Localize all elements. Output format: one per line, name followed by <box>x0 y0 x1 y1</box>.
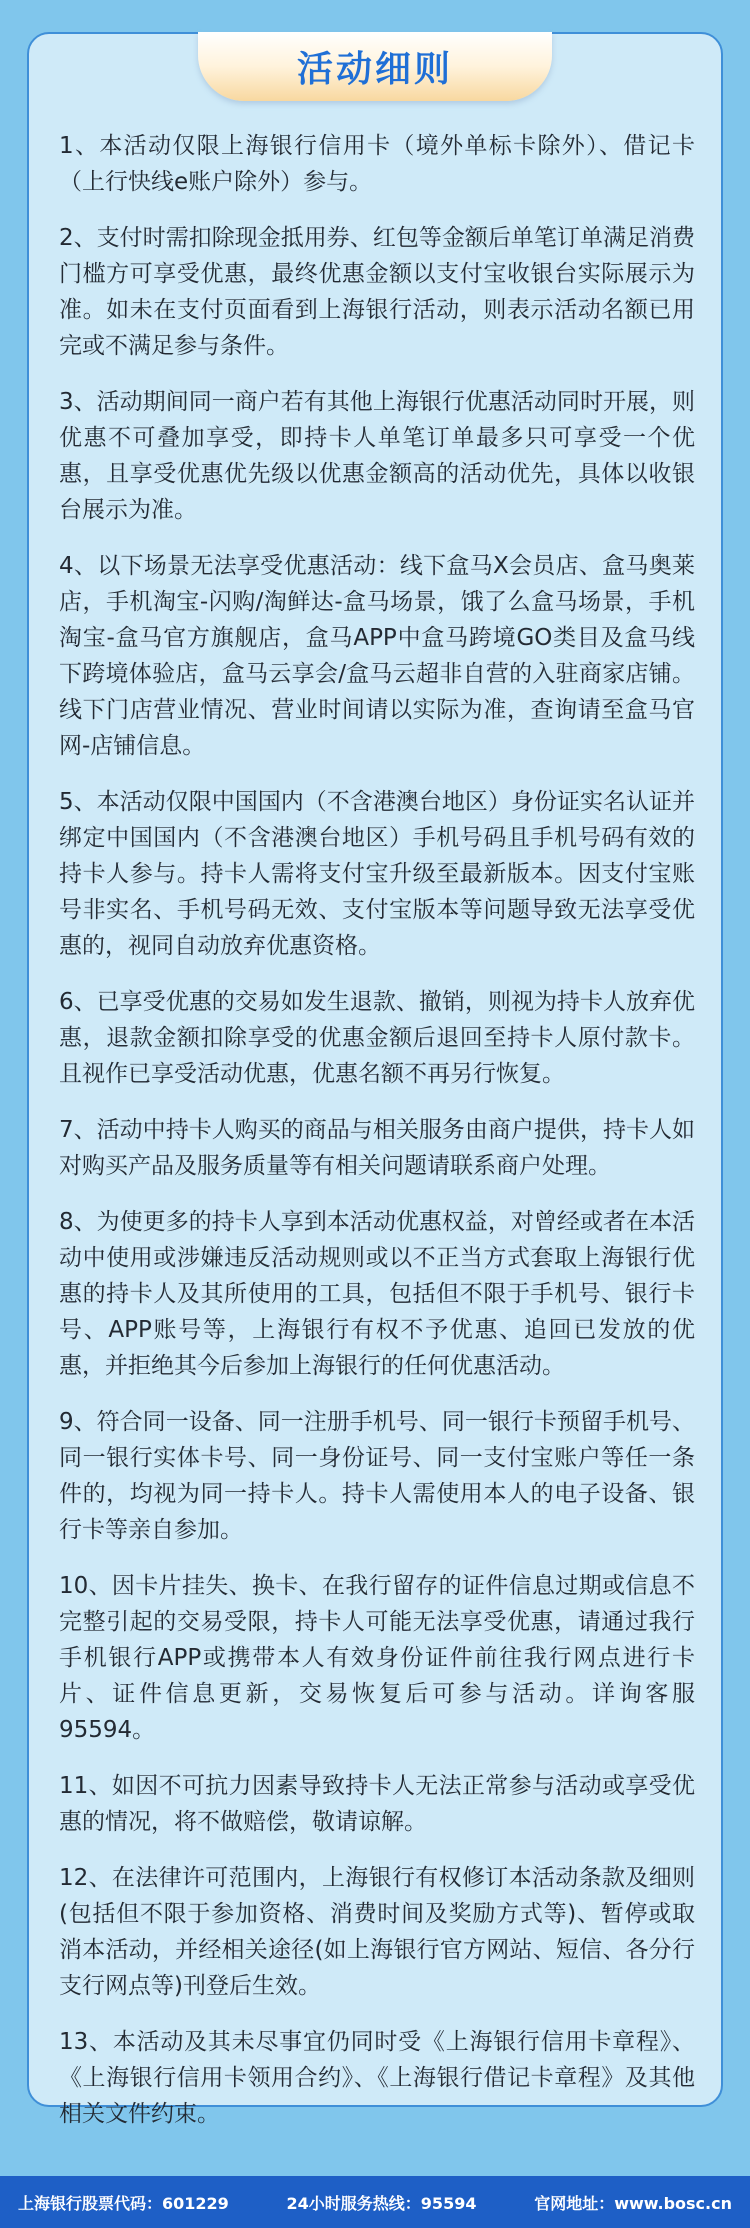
rule-item: 12、在法律许可范围内，上海银行有权修订本活动条款及细则(包括但不限于参加资格、消费时间及奖励方式等)、暂停或取消本活动，并经相关途径(如上海银行官方网站、短信、各分行支行网点等)刊登后生效。 <box>59 1865 695 1999</box>
rule-item: 2、支付时需扣除现金抵用券、红包等金额后单笔订单满足消费门槛方可享受优惠，最终优惠金额以支付宝收银台实际展示为准。如未在支付页面看到上海银行活动，则表示活动名额已用完或不满足参与条件。 <box>59 225 695 359</box>
rule-item: 11、如因不可抗力因素导致持卡人无法正常参与活动或享受优惠的情况，将不做赔偿，敬请谅解。 <box>59 1773 695 1835</box>
rule-item: 9、符合同一设备、同一注册手机号、同一银行卡预留手机号、同一银行实体卡号、同一身份证号、同一支付宝账户等任一条件的，均视为同一持卡人。持卡人需使用本人的电子设备、银行卡等亲自参加。 <box>59 1409 695 1543</box>
rules-list <box>59 128 695 2152</box>
website-link[interactable]: 官网地址：www.bosc.cn <box>534 2193 732 2213</box>
stock-code-text: 上海银行股票代码：601229 <box>18 2193 229 2213</box>
rule-item: 4、以下场景无法享受优惠活动：线下盒马X会员店、盒马奥莱店，手机淘宝-闪购/淘鲜达-盒马场景，饿了么盒马场景，手机淘宝-盒马官方旗舰店，盒马APP中盒马跨境GO类目及盒马线下跨境体验店，盒马云享会/盒马云超非自营的入驻商家店铺。线下门店营业情况、营业时间请以实际为准，查询请至盒马官网-店铺信息。 <box>59 553 695 759</box>
title-tab <box>198 32 552 101</box>
rule-item: 6、已享受优惠的交易如发生退款、撤销，则视为持卡人放弃优惠，退款金额扣除享受的优惠金额后退回至持卡人原付款卡。且视作已享受活动优惠，优惠名额不再另行恢复。 <box>59 989 695 1087</box>
rule-item: 10、因卡片挂失、换卡、在我行留存的证件信息过期或信息不完整引起的交易受限，持卡人可能无法享受优惠，请通过我行手机银行APP或携带本人有效身份证件前往我行网点进行卡片、证件信息更新，交易恢复后可参与活动。详询客服95594。 <box>59 1573 695 1743</box>
page-title: 活动细则 <box>296 49 453 90</box>
rule-item: 7、活动中持卡人购买的商品与相关服务由商户提供，持卡人如对购买产品及服务质量等有相关问题请联系商户处理。 <box>59 1117 695 1179</box>
footer-bar <box>0 2176 750 2228</box>
rule-item: 3、活动期间同一商户若有其他上海银行优惠活动同时开展，则优惠不可叠加享受，即持卡人单笔订单最多只可享受一个优惠，且享受优惠优先级以优惠金额高的活动优先，具体以收银台展示为准。 <box>59 389 695 523</box>
hotline-text: 24小时服务热线：95594 <box>286 2193 477 2213</box>
rule-item: 8、为使更多的持卡人享到本活动优惠权益，对曾经或者在本活动中使用或涉嫌违反活动规则或以不正当方式套取上海银行优惠的持卡人及其所使用的工具，包括但不限于手机号、银行卡号、APP账号等，上海银行有权不予优惠、追回已发放的优惠，并拒绝其今后参加上海银行的任何优惠活动。 <box>59 1209 695 1379</box>
rule-item: 13、本活动及其未尽事宜仍同时受《上海银行信用卡章程》、《上海银行信用卡领用合约》、《上海银行借记卡章程》及其他相关文件约束。 <box>59 2029 695 2127</box>
rule-item: 1、本活动仅限上海银行信用卡（境外单标卡除外）、借记卡（上行快线e账户除外）参与。 <box>59 133 695 195</box>
rule-item: 5、本活动仅限中国国内（不含港澳台地区）身份证实名认证并绑定中国国内（不含港澳台地区）手机号码且手机号码有效的持卡人参与。持卡人需将支付宝升级至最新版本。因支付宝账号非实名、手机号码无效、支付宝版本等问题导致无法享受优惠的，视同自动放弃优惠资格。 <box>59 789 695 959</box>
